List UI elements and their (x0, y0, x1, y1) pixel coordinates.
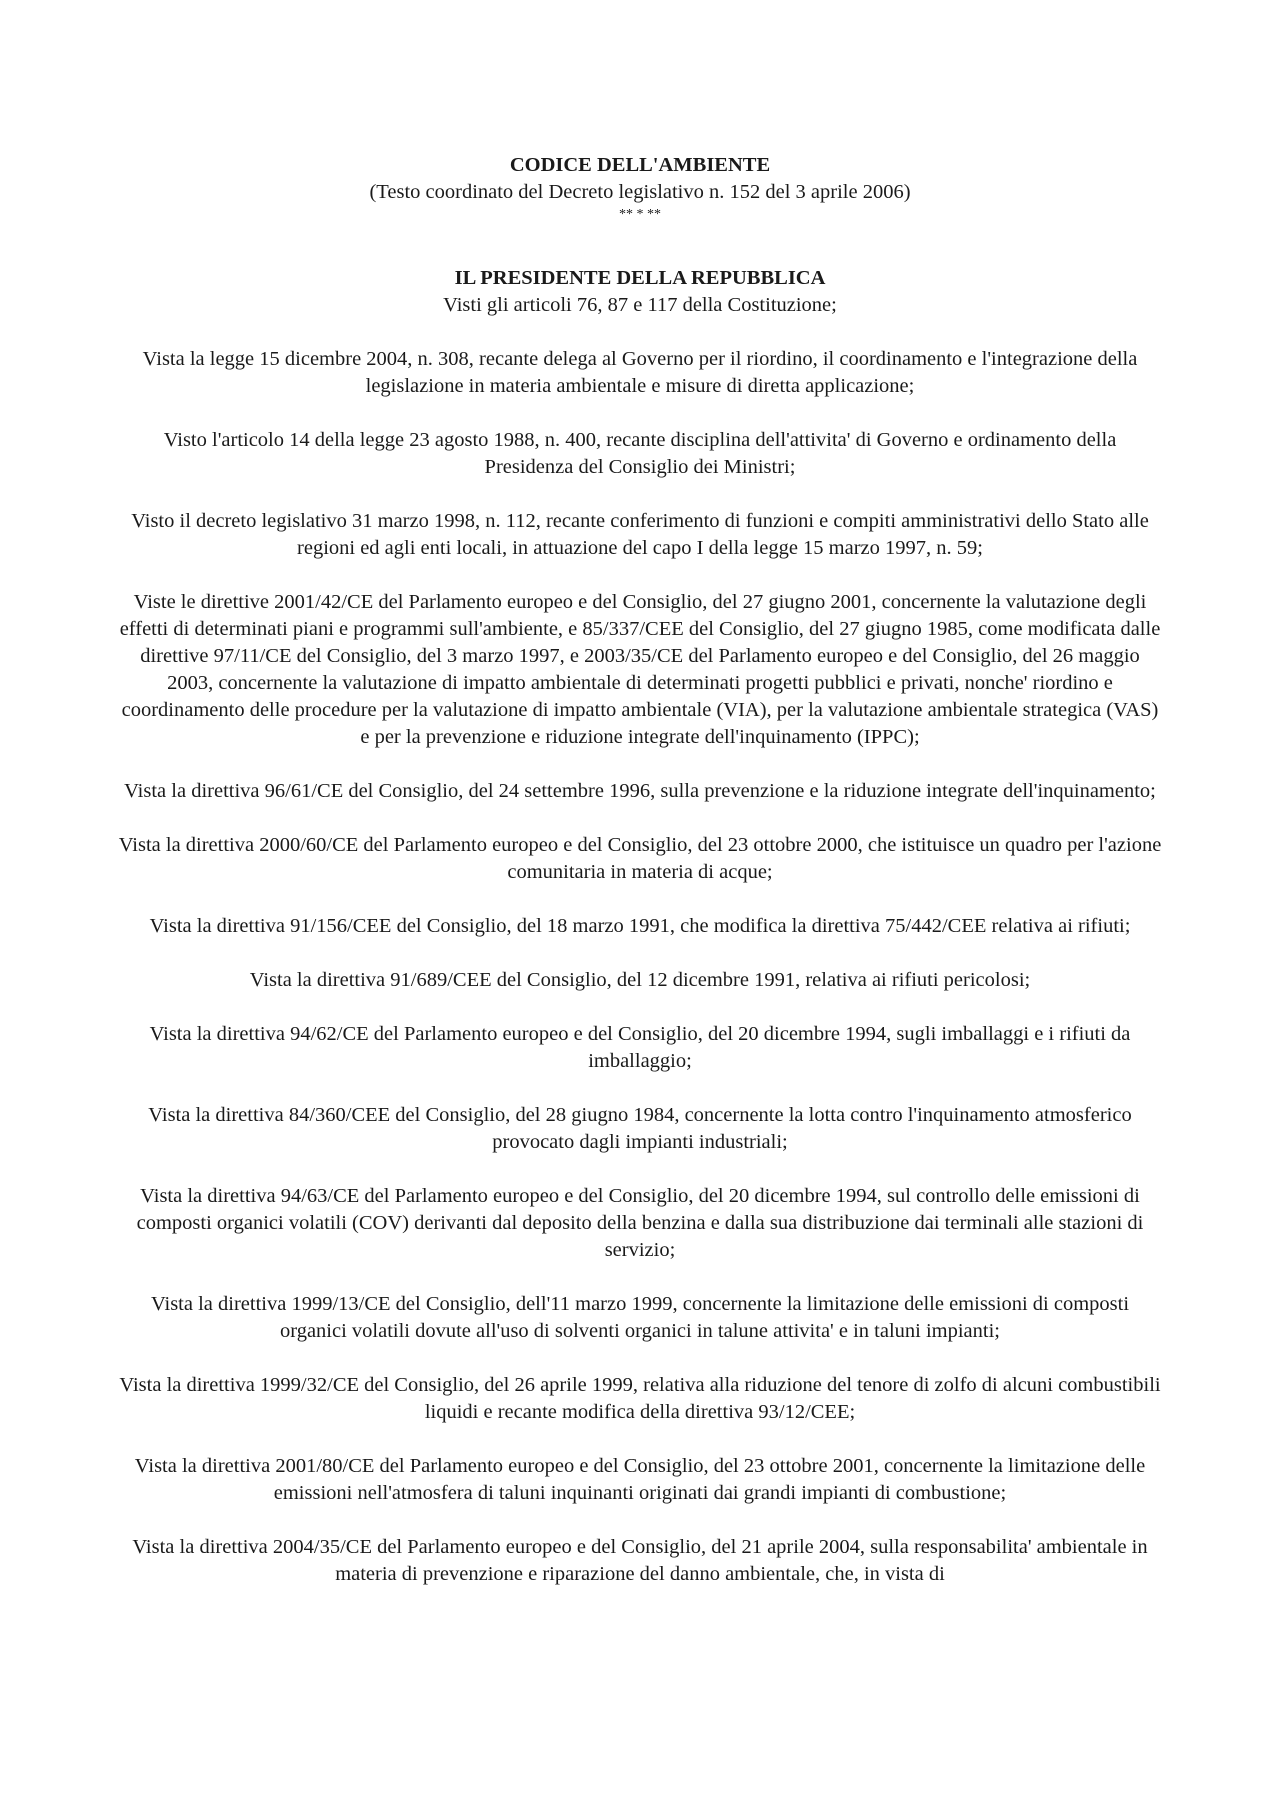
paragraph: Vista la direttiva 94/63/CE del Parlamento europeo e del Consiglio, del 20 dicembre 1994, sul controllo delle emissioni di composti organici volatili (COV) derivanti dal deposito della benzina e dalla sua distribuzione dai terminali alle stazioni di servizio; (136, 1185, 1144, 1261)
document-title: CODICE DELL'AMBIENTE (509, 154, 771, 176)
document-body (118, 152, 1162, 1615)
paragraph: Vista la direttiva 84/360/CEE del Consiglio, del 28 giugno 1984, concernente la lotta contro l'inquinamento atmosferico provocato dagli impianti industriali; (148, 1104, 1132, 1153)
paragraph: Vista la direttiva 2004/35/CE del Parlamento europeo e del Consiglio, del 21 aprile 2004, sulla responsabilita' ambientale in materia di prevenzione e riparazione del danno ambientale, che, in vista di (132, 1536, 1148, 1585)
paragraph: Vista la legge 15 dicembre 2004, n. 308, recante delega al Governo per il riordino, il coordinamento e l'integrazione della legislazione in materia ambientale e misure di diretta applicazione; (142, 348, 1138, 397)
paragraph: Visto il decreto legislativo 31 marzo 1998, n. 112, recante conferimento di funzioni e compiti amministrativi dello Stato alle regioni ed agli enti locali, in attuazione del capo I della legge 15 marzo 1997, n. 59; (131, 510, 1149, 559)
paragraph: Vista la direttiva 2000/60/CE del Parlamento europeo e del Consiglio, del 23 ottobre 2000, che istituisce un quadro per l'azione comunitaria in materia di acque; (118, 834, 1162, 883)
paragraph: Vista la direttiva 96/61/CE del Consiglio, del 24 settembre 1996, sulla prevenzione e la riduzione integrate dell'inquinamento; (124, 780, 1156, 802)
intro-line: Visti gli articoli 76, 87 e 117 della Costituzione; (443, 294, 837, 316)
paragraph: Visto l'articolo 14 della legge 23 agosto 1988, n. 400, recante disciplina dell'attivita' di Governo e ordinamento della Presidenza del Consiglio dei Ministri; (163, 429, 1117, 478)
paragraph: Vista la direttiva 94/62/CE del Parlamento europeo e del Consiglio, del 20 dicembre 1994, sugli imballaggi e i rifiuti da imballaggio; (149, 1023, 1131, 1072)
paragraph: Vista la direttiva 1999/13/CE del Consiglio, dell'11 marzo 1999, concernente la limitazione delle emissioni di composti organici volatili dovute all'uso di solventi organici in talune attivita' e in taluni impianti; (150, 1293, 1130, 1342)
document-subtitle: (Testo coordinato del Decreto legislativo n. 152 del 3 aprile 2006) (369, 181, 911, 203)
paragraph: Vista la direttiva 91/689/CEE del Consiglio, del 12 dicembre 1991, relativa ai rifiuti pericolosi; (249, 969, 1031, 991)
separator: ** * ** (619, 207, 661, 222)
paragraph: Viste le direttive 2001/42/CE del Parlamento europeo e del Consiglio, del 27 giugno 2001, concernente la valutazione degli effetti di determinati piani e programmi sull'ambiente, e 85/337/CEE del Consiglio, del 27 giugno 1985, come modificata dalle direttive 97/11/CE del Consiglio, del 3 marzo 1997, e 2003/35/CE del Parlamento europeo e del Consiglio, del 26 maggio 2003, concernente la valutazione di impatto ambientale di determinati progetti pubblici e privati, nonche' riordino e coordinamento delle procedure per la valutazione di impatto ambientale (VIA), per la valutazione ambientale strategica (VAS) e per la prevenzione e riduzione integrate dell'inquinamento (IPPC); (119, 591, 1161, 748)
paragraph: Vista la direttiva 91/156/CEE del Consiglio, del 18 marzo 1991, che modifica la direttiva 75/442/CEE relativa ai rifiuti; (149, 915, 1131, 937)
paragraph: Vista la direttiva 2001/80/CE del Parlamento europeo e del Consiglio, del 23 ottobre 2001, concernente la limitazione delle emissioni nell'atmosfera di taluni inquinanti originati dai grandi impianti di combustione; (134, 1455, 1146, 1504)
paragraph: Vista la direttiva 1999/32/CE del Consiglio, del 26 aprile 1999, relativa alla riduzione del tenore di zolfo di alcuni combustibili liquidi e recante modifica della direttiva 93/12/CEE; (119, 1374, 1161, 1423)
heading: IL PRESIDENTE DELLA REPUBBLICA (454, 267, 826, 289)
